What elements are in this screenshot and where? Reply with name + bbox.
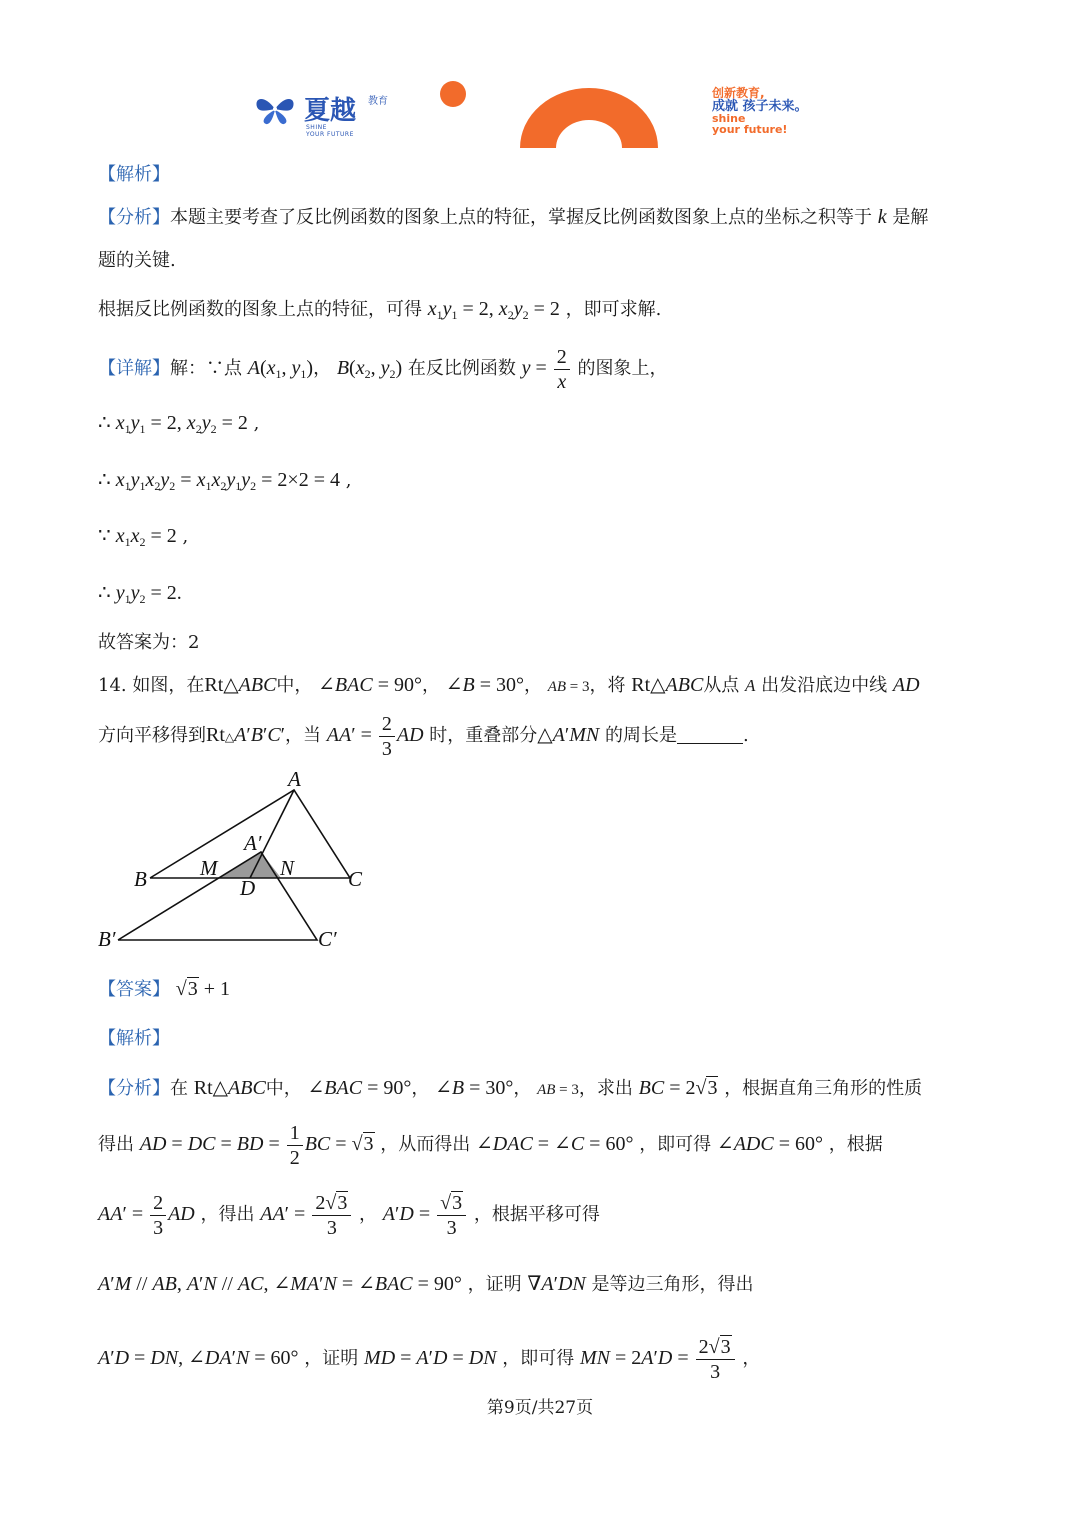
label-n: N [280,856,295,880]
label-m: M [200,856,218,880]
page-footer: 第9页/共27页 [486,1398,594,1418]
answer-14: 【答案】 √3 + 1 [98,978,230,1000]
overlap-region [220,852,281,878]
label-a: A [288,767,301,791]
answer-blank [677,725,743,744]
orange-decoration [438,80,668,152]
detail-line-5: ∴ $y_1y_2 = 2$. [98,582,182,606]
analysis-14-line-1: 【分析】在 Rt△ABC中， ∠BAC = 90°， ∠B = 30°， AB = 3，求出 BC = 2√3 ，根据直角三角形的性质 [98,1077,923,1099]
slogan: 创新教育, 成就 孩子未来。 shine your future! [712,86,808,136]
question-14-line-1: 14. 如图，在Rt△ABC中， ∠BAC = 90°， ∠B = 30°， AB = 3，将 Rt△ABC从点 A 出发沿底边中线 AD [98,674,920,696]
question-14-line-2: 方向平移得到Rt△A′B′C′，当 AA′ = $\frac{2}{3}$ AD 时，重叠部分△A′MN 的周长是 . [98,712,749,760]
detail-line-1: 【详解】解：∵点 $A(x_1$, $y_1$)， $B(x_2$, $y_2$) 在反比例函数 y = $\frac{2}{x}$ 的图象上， [98,345,668,393]
butterfly-icon [254,92,296,126]
label-c: C [348,867,363,891]
label-b: B [134,867,147,891]
brand-suffix: 教育 [368,96,388,107]
detail-line-3: ∴ $x_1y_1x_2y_2 = x_1x_2y_1y_2 = 2\times 2 = 4$ , [98,469,352,493]
detail-line-2: ∴ $x_1y_1 = 2$, $x_2y_2 = 2$ , [98,412,260,436]
detail-line-4: ∵ $x_1x_2 = 2$ , [98,525,189,549]
label-d: D [240,876,256,900]
analysis-line-2: 题的关键. [98,250,176,271]
analysis-14-line-5: A′D = DN, ∠DA′N = 60° ，证明 MD = A′D = DN ，即可得 MN = 2A′D = $\frac{2√3}{3}$ ， [98,1335,761,1383]
triangle-figure [92,764,382,954]
label-b-prime: B′ [98,927,116,951]
brand-tagline: SHINE YOUR FUTURE [306,124,354,138]
analysis-line-1: 【分析】本题主要考查了反比例函数的图象上点的特征，掌握反比例函数图象上点的坐标之积等于 k 是解 [98,206,929,228]
analysis-line-3: 根据反比例函数的图象上点的特征，可得 $x_1y_1 = 2$, $x_2y_2 = 2$ ，即可求解. [98,298,662,322]
analysis-14-line-3: AA′ = $\frac{2}{3}$ AD ，得出 AA′ = $\frac{2√3}{3}$ ， A′D = $\frac{√3}{3}$ ，根据平移可得 [98,1191,600,1239]
analysis-14-line-4: A′M // AB, A′N // AC, ∠MA′N = ∠BAC = 90° ，证明 ∇A′DN 是等边三角形，得出 [98,1273,754,1295]
analysis-14-line-2: 得出 AD = DC = BD = $\frac{1}{2}$ BC = √3 ，从而得出 ∠DAC = ∠C = 60° ，即可得 ∠ADC = 60° ，根据 [98,1121,883,1169]
label-c-prime: C′ [318,927,337,951]
jiexi-tag-14: 【解析】 [98,1028,170,1049]
brand-logo [254,88,404,140]
label-a-prime: A′ [244,831,262,855]
brand-name: 夏越 [304,96,357,126]
answer-13: 故答案为：2 [98,632,200,653]
jiexi-tag: 【解析】 [98,164,170,185]
